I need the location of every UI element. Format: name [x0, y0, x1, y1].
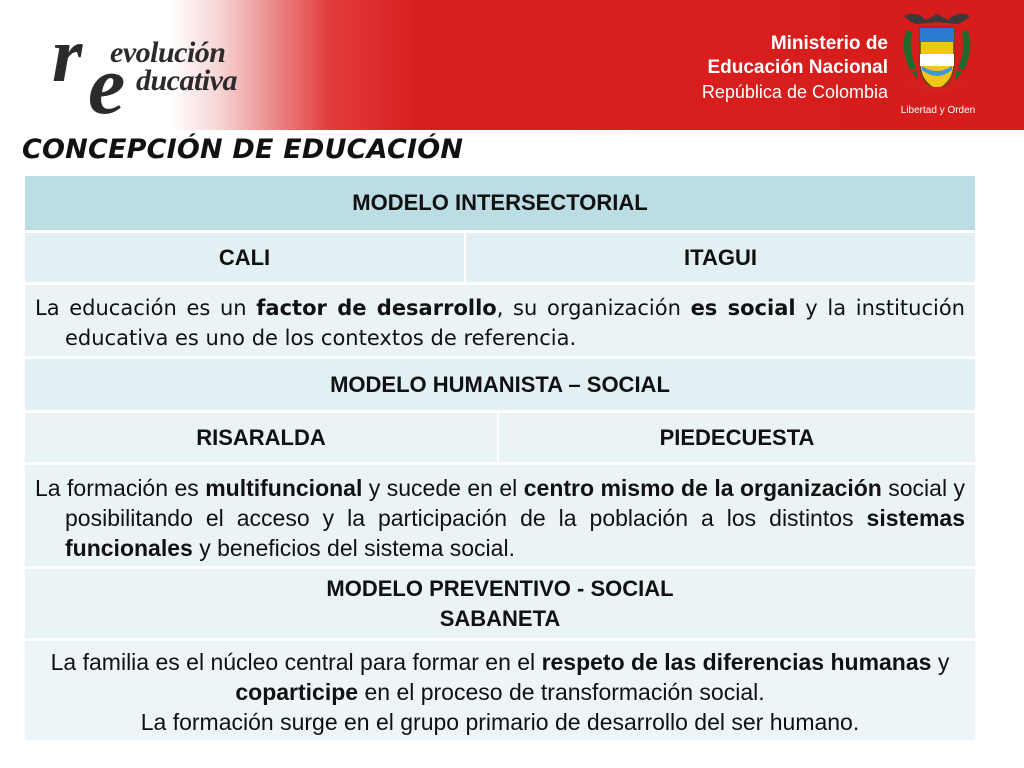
logo-word-educativa: ducativa	[136, 64, 237, 97]
text-part: La formación surge en el grupo primario de desarrollo del ser humano.	[140, 709, 860, 735]
ministry-line-1: Ministerio de	[770, 33, 888, 54]
location-sabaneta: SABANETA	[439, 605, 561, 631]
ministry-line-3: República de Colombia	[701, 82, 888, 102]
model-intersectorial-description	[25, 282, 975, 356]
text-part: y	[931, 649, 950, 675]
model-humanista-locations-row	[25, 410, 975, 462]
bold-es-social: es social	[690, 296, 796, 320]
text-part: social y posibilitando el acceso y la participación de la población a los distintos	[65, 475, 966, 531]
text-part: en el proceso de transformación social.	[358, 679, 765, 705]
ministry-name	[702, 32, 888, 104]
model-humanista-header: MODELO HUMANISTA – SOCIAL	[25, 356, 975, 410]
model-preventivo-text	[25, 641, 975, 737]
model-preventivo-description	[25, 638, 975, 740]
text-part: La familia es el núcleo central para formar en el	[50, 649, 542, 675]
bold-multifuncional: multifuncional	[205, 475, 363, 501]
logo-word-revolucion: evolución	[110, 36, 226, 69]
text-part: y sucede en el	[362, 475, 524, 501]
model-humanista-text	[25, 465, 975, 563]
model-humanista-description	[25, 462, 975, 566]
model-preventivo-header	[25, 566, 975, 638]
location-risaralda: RISARALDA	[25, 413, 499, 462]
model-preventivo-title: MODELO PREVENTIVO - SOCIAL	[326, 575, 674, 601]
revolucion-educativa-logo	[48, 11, 288, 132]
text-part: La formación es	[35, 475, 206, 501]
bold-sistemas-funcionales: sistemas funcionales	[65, 505, 965, 561]
text-part: y la institución educativa es uno de los contextos de referencia.	[65, 296, 965, 350]
motto-text: Libertad y Orden	[900, 105, 976, 116]
text-part: , su organización	[496, 296, 691, 320]
text-part: y beneficios del sistema social.	[192, 535, 515, 561]
logo-letter-r: r	[52, 11, 83, 98]
bold-coparticipe: coparticipe	[235, 679, 359, 705]
text-part: La educación es un	[35, 296, 257, 320]
location-cali: CALI	[25, 233, 466, 282]
model-intersectorial-text	[25, 285, 975, 353]
location-piedecuesta: PIEDECUESTA	[659, 424, 815, 450]
bold-centro-mismo: centro mismo de la organización	[523, 475, 882, 501]
slide-title: CONCEPCIÓN DE EDUCACIÓN	[22, 134, 464, 165]
ministry-line-2: Educación Nacional	[707, 57, 888, 78]
colombia-coat-of-arms-icon	[896, 10, 978, 100]
bold-respeto-diferencias: respeto de las diferencias humanas	[541, 649, 932, 675]
logo-letter-e: e	[88, 39, 126, 132]
model-intersectorial-header: MODELO INTERSECTORIAL	[25, 176, 975, 230]
bold-factor-de-desarrollo: factor de desarrollo	[256, 296, 497, 320]
location-itagui: ITAGUI	[684, 244, 757, 270]
model-intersectorial-locations-row	[25, 230, 975, 282]
